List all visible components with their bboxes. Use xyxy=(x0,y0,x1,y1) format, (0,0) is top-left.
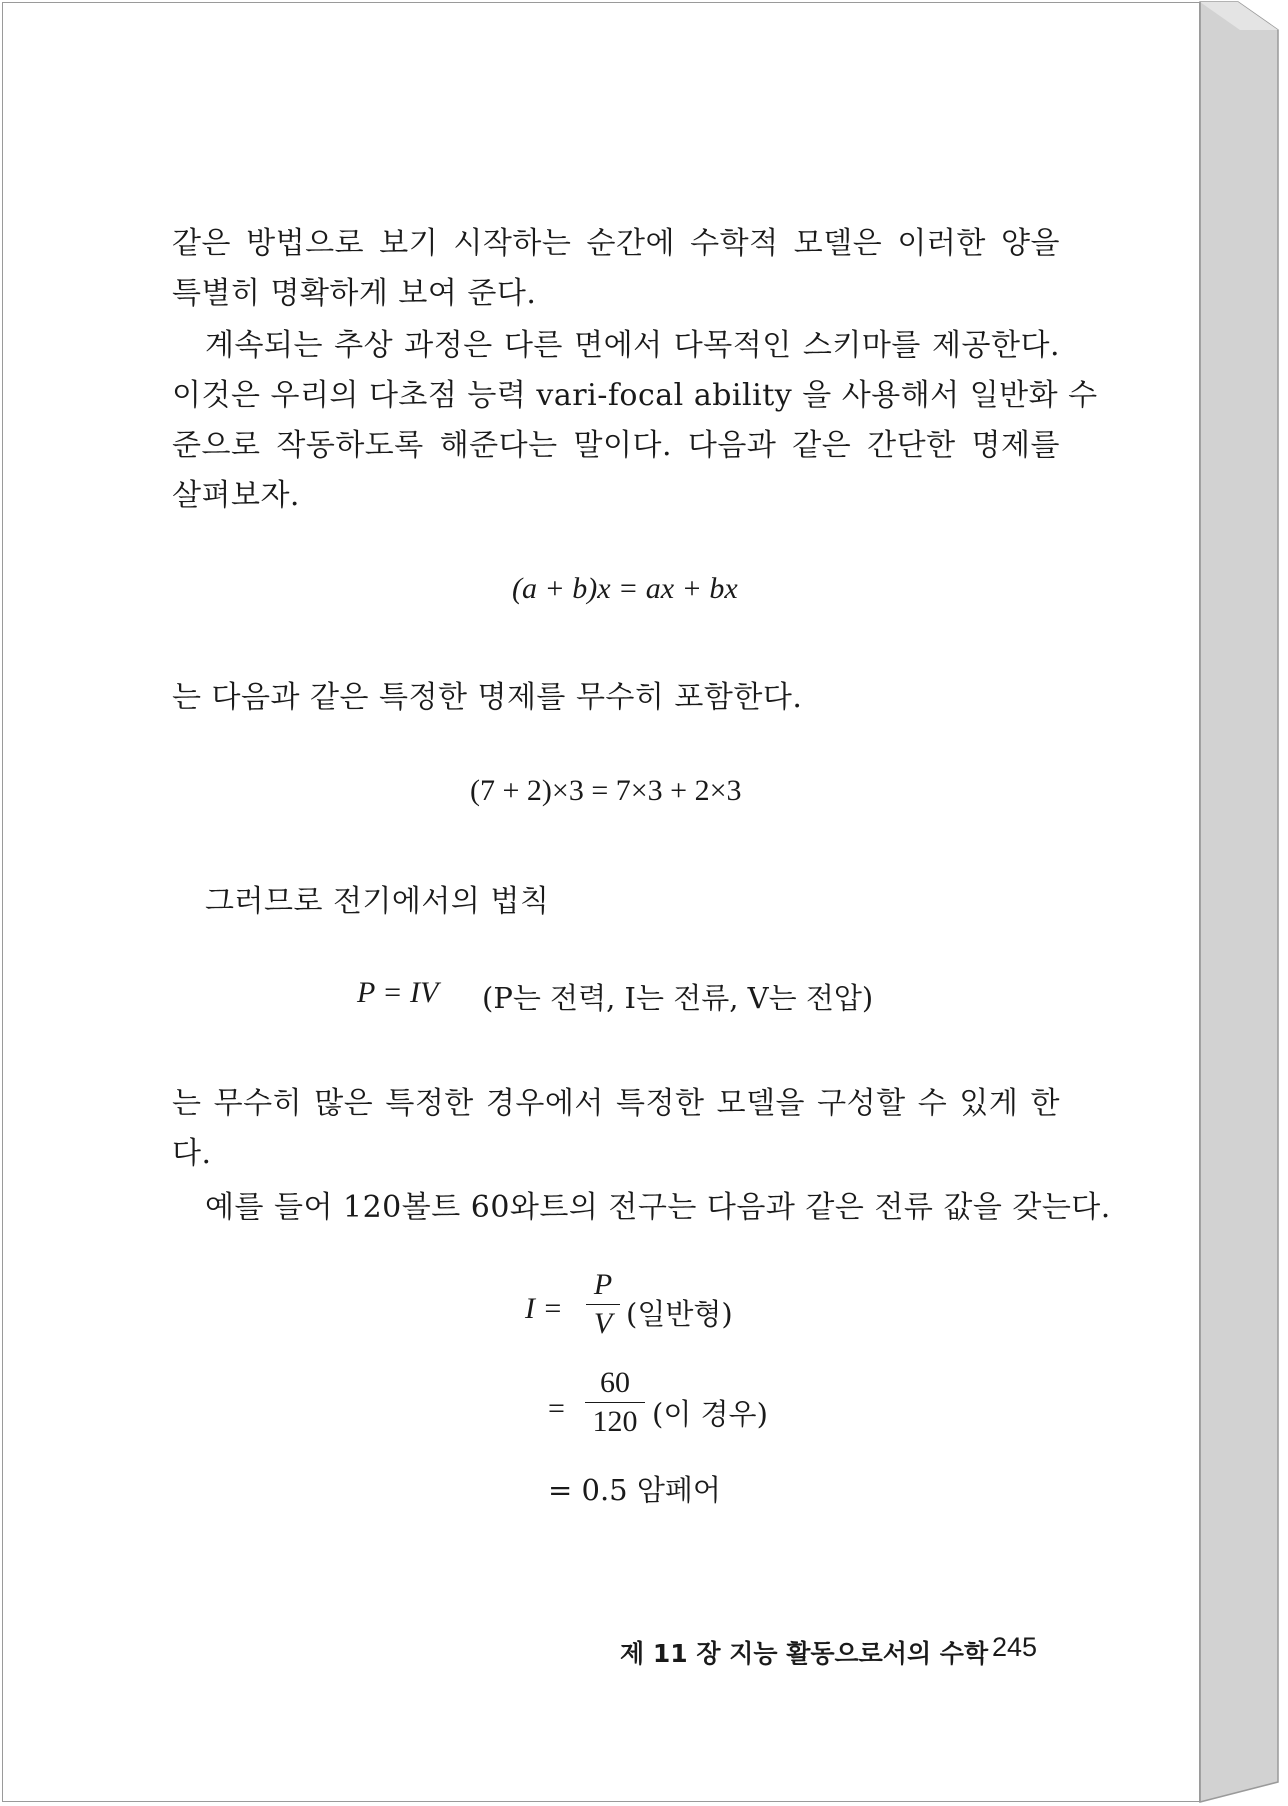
text-line: 이것은 우리의 다초점 능력 vari-focal ability 을 사용해서 일반화 수 xyxy=(172,378,1098,413)
fraction-bar xyxy=(585,1402,645,1403)
equation-power-law: P = IV xyxy=(357,976,439,1009)
text-line: 는 무수히 많은 특정한 경우에서 특정한 모델을 구성할 수 있게 한 xyxy=(172,1086,1060,1121)
text-line: 같은 방법으로 보기 시작하는 순간에 수학적 모델은 이러한 양을 xyxy=(172,226,1060,261)
fraction-case xyxy=(585,1366,645,1439)
equation-numeric-example: (7 + 2)×3 = 7×3 + 2×3 xyxy=(470,774,742,807)
fraction-denominator: 120 xyxy=(592,1405,638,1438)
text-line: 다. xyxy=(172,1136,212,1171)
text-line: 는 다음과 같은 특정한 명제를 무수히 포함한다. xyxy=(172,680,803,715)
equation-current-lhs: I = xyxy=(525,1292,563,1325)
fraction-denominator: V xyxy=(593,1307,613,1340)
fraction-general xyxy=(586,1268,620,1341)
fraction-numerator: P xyxy=(593,1268,613,1301)
equation-case-lhs: = xyxy=(548,1392,565,1425)
page-number: 245 xyxy=(992,1632,1038,1662)
text-line: 예를 들어 120볼트 60와트의 전구는 다음과 같은 전류 값을 갖는다. xyxy=(205,1190,1111,1225)
equation-power-law-note: (P는 전력, I는 전류, V는 전압) xyxy=(482,981,874,1015)
fraction-bar xyxy=(586,1304,620,1305)
text-line: 계속되는 추상 과정은 다른 면에서 다목적인 스키마를 제공한다. xyxy=(205,328,1060,363)
text-line: 준으로 작동하도록 해준다는 말이다. 다음과 같은 간단한 명제를 xyxy=(172,428,1060,463)
running-footer-chapter: 제 11 장 지능 활동으로서의 수학 xyxy=(620,1639,989,1668)
text-line: 특별히 명확하게 보여 준다. xyxy=(172,276,537,311)
text-line: 살펴보자. xyxy=(172,478,300,513)
equation-result: = 0.5 암페어 xyxy=(548,1473,721,1507)
text-line: 그러므로 전기에서의 법칙 xyxy=(205,884,550,919)
fraction-numerator: 60 xyxy=(600,1366,630,1399)
equation-case-note: (이 경우) xyxy=(652,1397,768,1431)
equation-general-note: (일반형) xyxy=(626,1297,733,1331)
equation-distributive: (a + b)x = ax + bx xyxy=(512,572,738,605)
